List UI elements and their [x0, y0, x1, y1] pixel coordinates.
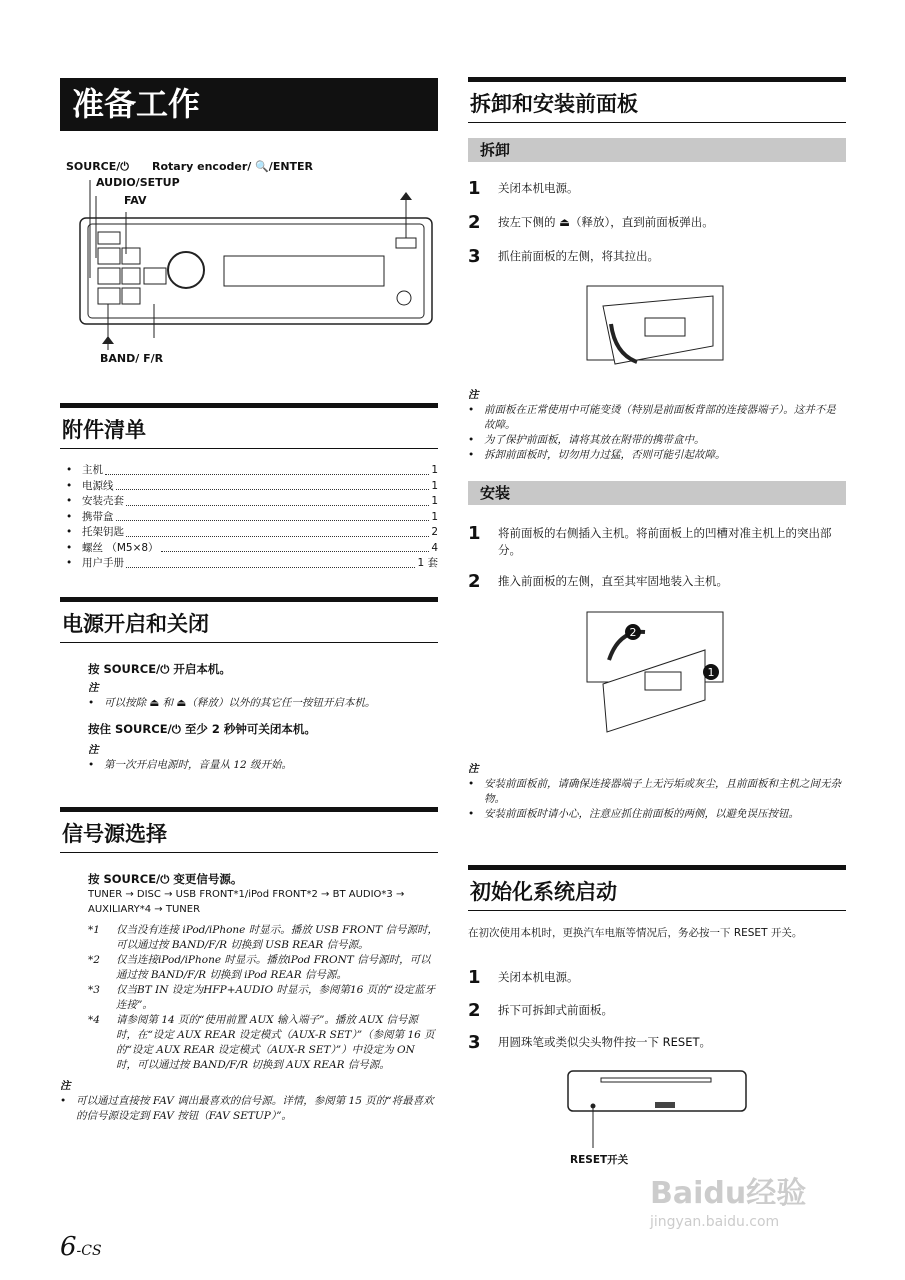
step-number: 2	[468, 212, 481, 233]
watermark: Baidu经验 jingyan.baidu.com	[650, 1176, 807, 1230]
accessory-qty: 2	[431, 526, 438, 538]
step-item	[468, 214, 838, 231]
label-source: SOURCE/⏻	[66, 160, 129, 173]
page-number: 6-CS	[60, 1232, 102, 1262]
step-item	[468, 969, 838, 986]
accessory-item	[60, 463, 438, 479]
svg-text:2: 2	[629, 626, 637, 639]
accessory-name: 托架钥匙	[82, 526, 124, 538]
bullet: •	[468, 778, 475, 790]
accessory-item	[60, 556, 438, 572]
leader-dots	[126, 494, 429, 506]
step-item	[468, 180, 838, 197]
note-label: 注	[88, 682, 99, 694]
footnote-text: 仅当连接iPod/iPhone 时显示。播放iPod FRONT 信号源时，可以通过按 BAND/F/R 切换到 iPod REAR 信号源。	[116, 954, 431, 981]
section-accessories	[60, 403, 438, 572]
leader-dots	[116, 510, 430, 522]
accessory-qty: 1	[431, 510, 438, 523]
note-label: 注	[60, 1080, 71, 1092]
reset-label: RESET开关	[570, 1154, 629, 1166]
note-text: 安装前面板前，请确保连接器端子上无污垢或灰尘，且前面板和主机之间无杂物。	[484, 778, 841, 805]
section-power: 电源开启和关闭 按 SOURCE/⏻ 开启本机。 注 • 可以按除 ⏏ 和 ⏏（释放）以外的其它任一按钮开启本机。 按住 SOURCE/⏻ 至少 2 秒钟可关闭本机。 注 • 第一次开启电源时，音量从 12 级开始。	[60, 597, 438, 773]
footnote-text: 仅当BT IN 设定为HFP+AUDIO 时显示，参阅第16 页的“设定蓝牙连接”。	[116, 984, 436, 1011]
bullet: •	[468, 404, 475, 416]
detach-illustration	[585, 284, 725, 374]
bullet: •	[66, 479, 73, 492]
bullet: •	[468, 449, 475, 461]
bullet: •	[468, 808, 475, 820]
label-rotary: Rotary encoder/ 🔍/ENTER	[152, 160, 314, 173]
note-item	[468, 807, 846, 822]
accessory-item	[60, 479, 438, 495]
step-text: 将前面板的右侧插入主机。将前面板上的凹槽对准主机上的突出部分。	[498, 526, 832, 557]
step-number: 1	[468, 178, 481, 199]
footnote	[88, 1013, 438, 1073]
step-text: 关闭本机电源。	[498, 970, 579, 984]
footnote	[88, 983, 438, 1013]
note-text: 前面板在正常使用中可能变烫（特别是前面板背部的连接器端子）。这并不是故障。	[484, 404, 836, 431]
bullet: •	[468, 434, 475, 446]
label-audio-setup: AUDIO/SETUP	[96, 176, 180, 189]
note-text: 可以按除 ⏏ 和 ⏏（释放）以外的其它任一按钮开启本机。	[104, 697, 376, 709]
head-unit-drawing	[60, 160, 440, 370]
accessory-item	[60, 494, 438, 510]
section-heading: 拆卸和安装前面板	[470, 92, 638, 116]
accessory-qty: 1	[431, 495, 438, 507]
note-item	[468, 403, 846, 433]
accessory-qty: 4	[431, 541, 438, 554]
note-label: 注	[468, 763, 479, 775]
leader-dots	[161, 541, 430, 553]
footnote	[88, 953, 438, 983]
source-chain: AUXILIARY*4 → TUNER	[88, 904, 201, 915]
leader-dots	[105, 463, 429, 475]
accessory-name: 电源线	[82, 479, 114, 492]
init-paragraph: 在初次使用本机时，更换汽车电瓶等情况后，务必按一下 RESET 开关。	[468, 927, 803, 939]
footnotes	[88, 923, 438, 1073]
note-item	[468, 448, 846, 463]
bullet: •	[66, 510, 73, 523]
section-heading: 初始化系统启动	[470, 880, 617, 904]
footnote-key: *1	[88, 924, 100, 936]
step-text: 按左下侧的 ⏏（释放），直到前面板弹出。	[498, 215, 714, 229]
step-item	[468, 573, 838, 590]
note-text: 为了保护前面板，请将其放在附带的携带盒中。	[484, 434, 705, 446]
reset-illustration	[565, 1068, 750, 1148]
note-text: 第一次开启电源时，音量从 12 级开始。	[104, 759, 293, 771]
bullet: •	[66, 557, 73, 569]
power-off-instruction: 按住 SOURCE/⏻ 至少 2 秒钟可关闭本机。	[88, 722, 316, 736]
note-item	[468, 433, 846, 448]
note-item	[468, 777, 846, 807]
section-heading: 电源开启和关闭	[62, 612, 209, 636]
accessory-item	[60, 525, 438, 541]
accessory-name: 主机	[82, 464, 103, 476]
accessory-item	[60, 510, 438, 526]
footnote-text: 请参阅第 14 页的“使用前置 AUX 输入端子”。播放 AUX 信号源时，在“设定 AUX REAR 设定模式（AUX-R SET）”（参阅第 16 页的“设定 AUX REAR 设定模式（AUX-R SET）”）中设定为 ON 时，可以通过按 BAND/F/R 切换到 AUX REAR 信号源。	[116, 1014, 435, 1071]
footnote-key: *2	[88, 954, 100, 966]
step-item	[468, 1002, 838, 1019]
accessory-name: 携带盒	[82, 510, 114, 523]
accessory-item	[60, 541, 438, 557]
svg-text:1: 1	[707, 666, 715, 679]
section-heading: 附件清单	[62, 418, 146, 442]
step-text: 抓住前面板的左侧，将其拉出。	[498, 249, 659, 263]
subheading-install: 安装	[468, 481, 846, 505]
source-chain: TUNER → DISC → USB FRONT*1/iPod FRONT*2 → BT AUDIO*3 →	[88, 889, 405, 900]
section-detach	[468, 77, 846, 123]
label-band: BAND/ F/R	[100, 352, 164, 365]
accessory-name: 用户手册	[82, 557, 124, 569]
step-item	[468, 1034, 838, 1051]
bullet: •	[66, 526, 73, 538]
step-text: 拆下可拆卸式前面板。	[498, 1003, 613, 1017]
step-item	[468, 248, 838, 265]
step-item	[468, 525, 838, 559]
step-number: 1	[468, 523, 481, 544]
section-init	[468, 865, 846, 941]
footnote	[88, 923, 438, 953]
accessory-qty: 1	[431, 464, 438, 476]
note-text: 拆卸前面板时，切勿用力过猛，否则可能引起故障。	[484, 449, 726, 461]
accessory-qty: 1	[431, 479, 438, 492]
section-heading: 信号源选择	[62, 822, 167, 846]
note-label: 注	[468, 389, 479, 401]
bullet: •	[66, 541, 73, 554]
step-text: 用圆珠笔或类似尖头物件按一下 RESET。	[498, 1035, 712, 1049]
footnote-key: *3	[88, 984, 100, 996]
accessory-qty: 1 套	[417, 557, 438, 569]
bullet: •	[66, 464, 73, 476]
footnote-text: 仅当没有连接 iPod/iPhone 时显示。播放 USB FRONT 信号源时，可以通过按 BAND/F/R 切换到 USB REAR 信号源。	[116, 924, 438, 951]
step-number: 2	[468, 571, 481, 592]
step-number: 3	[468, 246, 481, 267]
accessory-name: 螺丝 （M5×8）	[82, 541, 159, 554]
source-instruction: 按 SOURCE/⏻ 变更信号源。	[88, 872, 243, 886]
head-unit-diagram	[60, 160, 440, 370]
step-text: 关闭本机电源。	[498, 181, 579, 195]
section-source: 信号源选择 按 SOURCE/⏻ 变更信号源。 TUNER → DISC → USB FRONT*1/iPod FRONT*2 → BT AUDIO*3 → AUXILIARY*4 → TUNER *1 仅当没有连接 iPod/iPhone 时显示。播放 USB FRONT 信号源时，可以通过按 BAND/F/R 切换到 USB REAR 信号源。 *2 仅当连接iPod/iPhone 时显示。播放iPod FRONT 信号源时，可以通过按 BAND/F/R 切换到 iPod REAR 信号源。 *3 仅当BT IN 设定为HFP+AUDIO 时显示，参阅第16 页的“设定蓝牙连接”。 *4 请参阅第 14 页的“使用前置 AUX 输入端子”。播放 AUX 信号源时，在“设定 AUX REAR 设定模式（AUX-R SET）”（参阅第 16 页的“设定 AUX REAR 设定模式（AUX-R SET）”）中设定为 ON 时，可以通过按 BAND/F/R 切换到 AUX REAR 信号源。 注 • 可以通过直接按 FAV 调出最喜欢的信号源。详情，参阅第 15 页的“将最喜欢的信号源设定到 FAV 按钮（FAV SETUP）”。	[60, 807, 438, 1124]
footnote-key: *4	[88, 1014, 100, 1026]
step-number: 1	[468, 967, 481, 988]
note-text: 可以通过直接按 FAV 调出最喜欢的信号源。详情，参阅第 15 页的“将最喜欢的信号源设定到 FAV 按钮（FAV SETUP）”。	[76, 1095, 434, 1122]
note-label: 注	[88, 744, 99, 756]
bullet: •	[66, 495, 73, 507]
power-on-instruction: 按 SOURCE/⏻ 开启本机。	[88, 662, 231, 676]
accessory-name: 安装壳套	[82, 495, 124, 507]
leader-dots	[126, 525, 429, 537]
accessory-list	[60, 463, 438, 572]
page-title: 准备工作	[60, 78, 438, 131]
label-fav: FAV	[124, 194, 147, 207]
leader-dots	[126, 556, 415, 568]
step-number: 2	[468, 1000, 481, 1021]
install-illustration	[585, 610, 730, 735]
subheading-detach: 拆卸	[468, 138, 846, 162]
step-number: 3	[468, 1032, 481, 1053]
step-text: 推入前面板的左侧，直至其牢固地装入主机。	[498, 574, 728, 588]
leader-dots	[116, 479, 430, 491]
note-text: 安装前面板时请小心，注意应抓住前面板的两侧，以避免误压按钮。	[484, 808, 799, 820]
